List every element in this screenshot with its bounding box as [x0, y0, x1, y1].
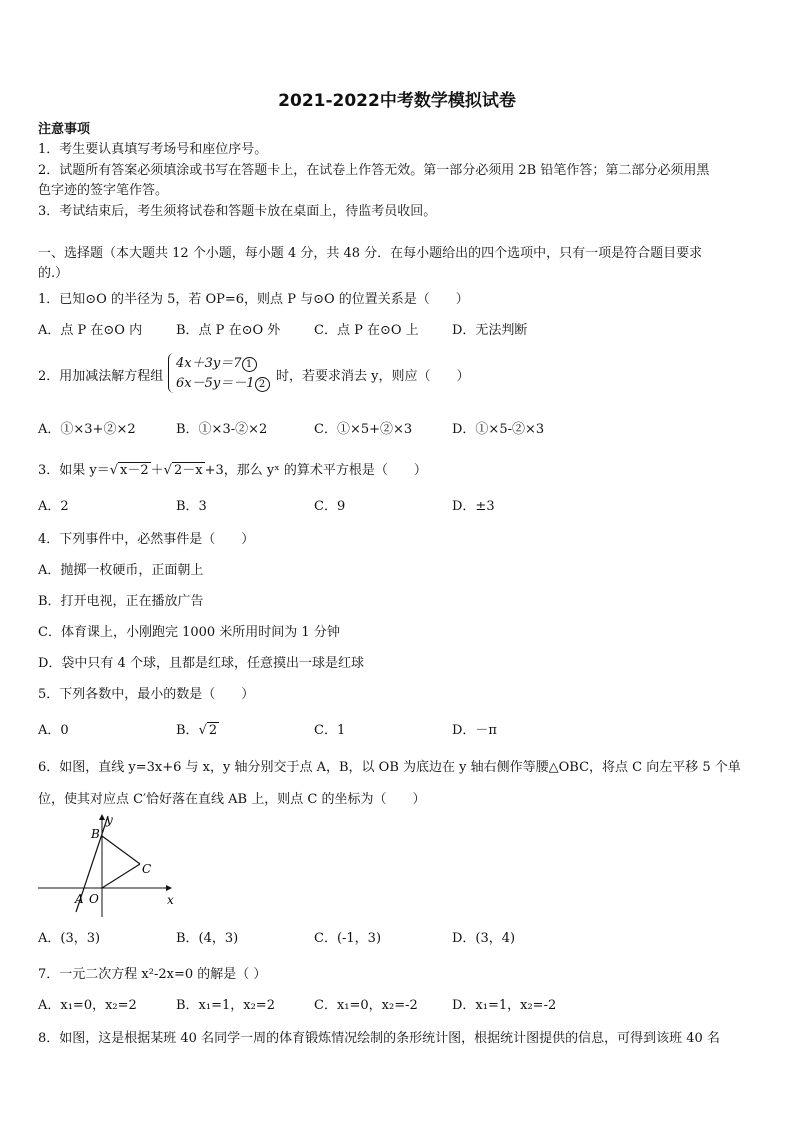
label-x: x — [167, 893, 174, 907]
note-2-cont: 色字迹的签字笔作答。 — [38, 183, 169, 198]
q5-option-b: B．√ 2 — [176, 723, 218, 738]
q4-option-b: B．打开电视，正在播放广告 — [38, 594, 204, 609]
label-c: C — [142, 862, 152, 876]
q6-option-c: C．(-1，3) — [314, 931, 382, 946]
q7-option-c: C．x₁=0，x₂=-2 — [314, 998, 418, 1013]
q7-option-d: D．x₁=1，x₂=-2 — [452, 998, 557, 1013]
q8-stem-1: 8．如图，这是根据某班 40 名同学一周的体育锻炼情况绘制的条形统计图，根据统计图提供的信息，可得到该班 40 名 — [38, 1031, 720, 1046]
q6-stem-1: 6．如图，直线 y=3x+6 与 x，y 轴分别交于点 A，B，以 OB 为底边在 y 轴右侧作等腰△OBC，将点 C 向左平移 5 个单 — [38, 760, 741, 775]
q4-stem: 4．下列事件中，必然事件是（ ） — [38, 532, 255, 547]
q3-option-c: C．9 — [314, 499, 346, 514]
q7-option-b: B．x₁=1，x₂=2 — [176, 998, 275, 1013]
q2-option-a: A．①×3+②×2 — [38, 422, 136, 437]
section-heading: 一、选择题（本大题共 12 个小题，每小题 4 分，共 48 分．在每小题给出的四个选项中，只有一项是符合题目要求 — [38, 246, 703, 261]
q6-option-a: A．(3，3) — [38, 931, 101, 946]
q5-option-a: A．0 — [38, 723, 69, 738]
note-3: 3．考试结束后，考生须将试卷和答题卡放在桌面上，待监考员收回。 — [38, 204, 437, 219]
circled-2: 2 — [255, 377, 270, 392]
section-heading-cont: 的.） — [38, 266, 69, 281]
x-axis-arrow — [166, 885, 172, 891]
q3-option-a: A．2 — [38, 499, 69, 514]
radical-b: 2 — [208, 723, 218, 738]
label-a: A — [75, 892, 84, 906]
segment-oc — [102, 864, 140, 888]
q1-option-d: D．无法判断 — [452, 323, 528, 338]
q4-option-a: A．抛掷一枚硬币，正面朝上 — [38, 563, 204, 578]
q7-stem: 7．一元二次方程 x²-2x=0 的解是（ ） — [38, 967, 267, 982]
q2-stem-post: 时，若要求消去 y，则应（ ） — [276, 369, 470, 384]
q2-option-d: D．①×5-②×3 — [452, 422, 545, 437]
q6-stem-2: 位，使其对应点 C′恰好落在直线 AB 上，则点 C 的坐标为（ ） — [38, 792, 426, 807]
radical-1: x－2 — [120, 463, 149, 478]
notes-heading: 注意事项 — [38, 122, 91, 137]
q4-option-d: D．袋中只有 4 个球，且都是红球，任意摸出一球是红球 — [38, 656, 364, 671]
equation-1: 4x＋3y＝7 1 — [176, 354, 270, 374]
q5-stem: 5．下列各数中，最小的数是（ ） — [38, 687, 255, 702]
q3-stem: 3．如果 y＝√ x－2 ＋√ 2－x +3，那么 yˣ 的算术平方根是（ ） — [38, 463, 427, 478]
radical-2: 2－x — [173, 463, 203, 478]
q2-stem-pre: 2．用加减法解方程组 — [38, 369, 164, 384]
note-2: 2．试题所有答案必须填涂或书写在答题卡上，在试卷上作答无效。第一部分必须用 2B 铅笔作答；第二部分必须用黑 — [38, 163, 710, 178]
q3-option-d: D．±3 — [452, 499, 495, 514]
q1-stem: 1．已知⊙O 的半径为 5，若 OP=6，则点 P 与⊙O 的位置关系是（ ） — [38, 292, 469, 307]
note-1: 1．考生要认真填写考场号和座位序号。 — [38, 142, 268, 157]
page-title: 2021-2022中考数学模拟试卷 — [278, 91, 516, 111]
y-axis-arrow — [99, 814, 105, 820]
q1-option-b: B．点 P 在⊙O 外 — [176, 323, 281, 338]
q2-option-b: B．①×3-②×2 — [176, 422, 268, 437]
label-y: y — [106, 813, 113, 827]
q5-option-d: D．－π — [452, 723, 497, 738]
q1-option-c: C．点 P 在⊙O 上 — [314, 323, 419, 338]
q6-figure — [36, 812, 176, 922]
q4-option-c: C．体育课上，小刚跑完 1000 米所用时间为 1 分钟 — [38, 625, 340, 640]
circled-1: 1 — [242, 357, 257, 372]
q2-option-c: C．①×5+②×3 — [314, 422, 413, 437]
q7-option-a: A．x₁=0，x₂=2 — [38, 998, 137, 1013]
q1-option-a: A．点 P 在⊙O 内 — [38, 323, 143, 338]
equation-2: 6x－5y＝－1 2 — [176, 374, 270, 394]
q6-option-d: D．(3，4) — [452, 931, 516, 946]
q3-option-b: B．3 — [176, 499, 207, 514]
equation-system — [176, 354, 270, 394]
label-o: O — [89, 892, 99, 906]
segment-bc — [102, 836, 140, 864]
label-b: B — [91, 827, 100, 841]
q5-option-c: C．1 — [314, 723, 346, 738]
q6-option-b: B．(4，3) — [176, 931, 239, 946]
